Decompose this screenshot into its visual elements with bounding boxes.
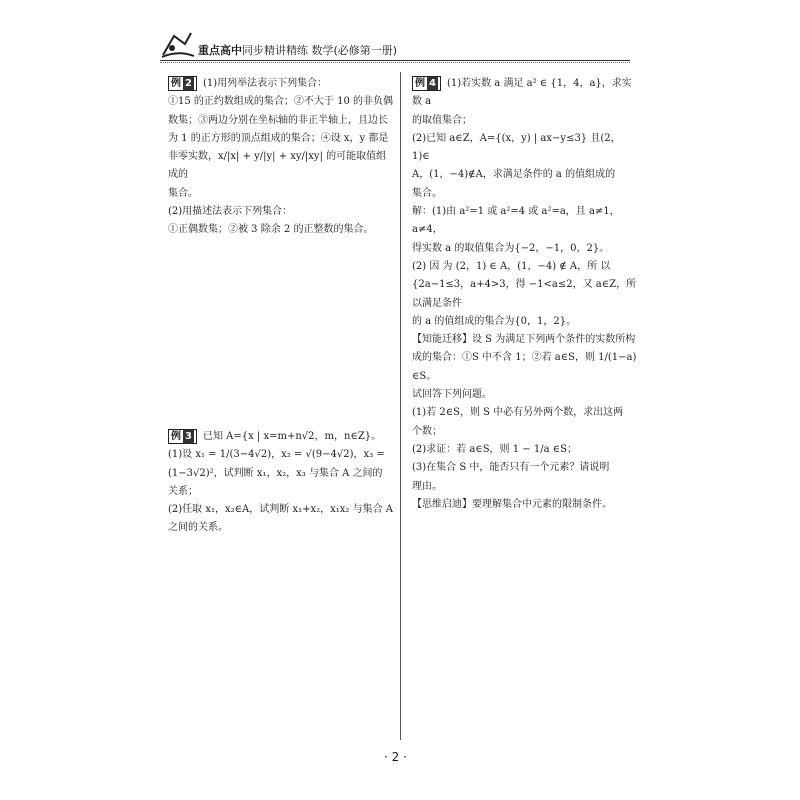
text-line: ①正偶数集；②被 3 除余 2 的正整数的集合。 [168,224,374,236]
transfer-line: (2)求证：若 a∈S，则 1 − 1/a ∈S； [412,443,577,455]
thinking-hint: 【思维启迪】要理解集合中元素的限制条件。 [412,498,612,510]
text-line: 集合。 [412,187,442,199]
transfer-line: (3)在集合 S 中，能否只有一个元素？请说明 [412,462,610,474]
transfer-line: 试回答下列问题。 [412,389,492,401]
text-line: 数集；③两边分别在坐标轴的非正半轴上，且边长 [168,114,388,126]
example-tag: 例 4 [412,76,441,91]
text-line: (2)已知 a∈Z，A={(x，y) | ax−y≤3} 且(2，1)∈ [412,132,621,163]
text-line: 的取值集合； [412,114,472,126]
example-3: 例 3 已知 A={x | x=m+n√2，m，n∈Z}。 (1)设 x₁ = 1/(3−4√2)，x₂ = √(9−4√2)，x₃ = (1−3√2)²，试判断 x₁，x₂，x₃ 与集合 A 之间的 关系； (2)任取 x₁，x₂∈A，试判断 x₁+x₂，x₁x₂ 与集合 A 之间的关系。 [168,428,393,538]
transfer-line: 成的集合：①S 中不含 1；②若 a∈S，则 1/(1−a) ∈S。 [412,352,637,382]
header-title: 重点高中同步精讲精练 数学(必修第一册) [198,44,398,57]
text-line: (1−3√2)²，试判断 x₁，x₂，x₃ 与集合 A 之间的 [168,467,383,479]
book-logo-icon [160,30,196,60]
text-line: 为 1 的正方形的顶点组成的集合；④设 x，y 都是 [168,132,389,144]
text-line: (2)用描述法表示下列集合： [168,206,293,218]
example-4: 例 4 (1)若实数 a 满足 a² ∈ {1，4，a}，求实数 a 的取值集合； (2)已知 a∈Z，A={(x，y) | ax−y≤3} 且(2，1)∈ A，(1，−4)∉A，求满足条件的 a 的值组成的 集合。 解：(1)由 a²=1 或 a²=4 或 a²=a，且 a≠1，a≠4， 得实数 a 的取值集合为{−2，−1，0，2}。 (2) 因 为 (2，1) ∈ A，(1，−4) ∉ A，所 以 {2a−1≤3，a+4>3，得 −1<a≤2，又 a∈Z，所以满足条件 的 a 的值组成的集合为{0，1，2}。 【知能迁移】设 S 为满足下列两个条件的实数所构 成的集合：①S 中不含 1；②若 a∈S，则 1/(1−a) ∈S。 试回答下列问题。 (1)若 2∈S，则 S 中必有另外两个数，求出这两 个数； (2)求证：若 a∈S，则 1 − 1/a ∈S； (3)在集合 S 中，能否只有一个元素？请说明 理由。 【思维启迪】要理解集合中元素的限制条件。 [412,75,637,514]
transfer-line: 【知能迁移】设 S 为满足下列两个条件的实数所构 [412,334,636,346]
text-line: 集合。 [168,187,198,199]
text-line: 关系； [168,485,198,497]
example-2: 例 2 (1)用列举法表示下列集合： ①15 的正约数组成的集合；②不大于 10 的非负偶 数集；③两边分别在坐标轴的非正半轴上，且边长 为 1 的正方形的顶点组成的集合；④设 x，y 都是 非零实数，x/|x| + y/|y| + xy/|xy| 的可能取值组成的 集合。 (2)用描述法表示下列集合： ①正偶数集；②被 3 除余 2 的正整数的集合。 [168,75,393,240]
transfer-line: (1)若 2∈S，则 S 中必有另外两个数，求出这两 [412,407,624,419]
text-line: 之间的关系。 [168,522,228,534]
solution-line: 的 a 的值组成的集合为{0，1，2}。 [412,315,577,327]
header-rule [160,60,630,61]
text-line: 非零实数，x/|x| + y/|y| + xy/|xy| 的可能取值组成的 [168,151,387,181]
column-divider [400,72,401,740]
transfer-line: 个数； [412,425,442,437]
text-line: (2)任取 x₁，x₂∈A，试判断 x₁+x₂，x₁x₂ 与集合 A [168,504,393,516]
solution-line: {2a−1≤3，a+4>3，得 −1<a≤2，又 a∈Z，所以满足条件 [412,279,637,309]
page-header [160,30,630,62]
text-line: (1)设 x₁ = 1/(3−4√2)，x₂ = √(9−4√2)，x₃ = [168,449,385,461]
text-line: ①15 的正约数组成的集合；②不大于 10 的非负偶 [168,96,393,108]
page-number: · 2 · [384,750,407,764]
header-dotted-rule [160,62,630,63]
solution-line: 解：(1)由 a²=1 或 a²=4 或 a²=a，且 a≠1，a≠4， [412,206,620,236]
solution-line: (2) 因 为 (2，1) ∈ A，(1，−4) ∉ A，所 以 [412,260,611,272]
solution-line: 得实数 a 的取值集合为{−2，−1，0，2}。 [412,242,610,254]
transfer-line: 理由。 [412,480,442,492]
example-tag: 例 2 [168,76,197,91]
example-tag: 例 3 [168,429,197,444]
text-line: A，(1，−4)∉A，求满足条件的 a 的值组成的 [412,169,616,181]
